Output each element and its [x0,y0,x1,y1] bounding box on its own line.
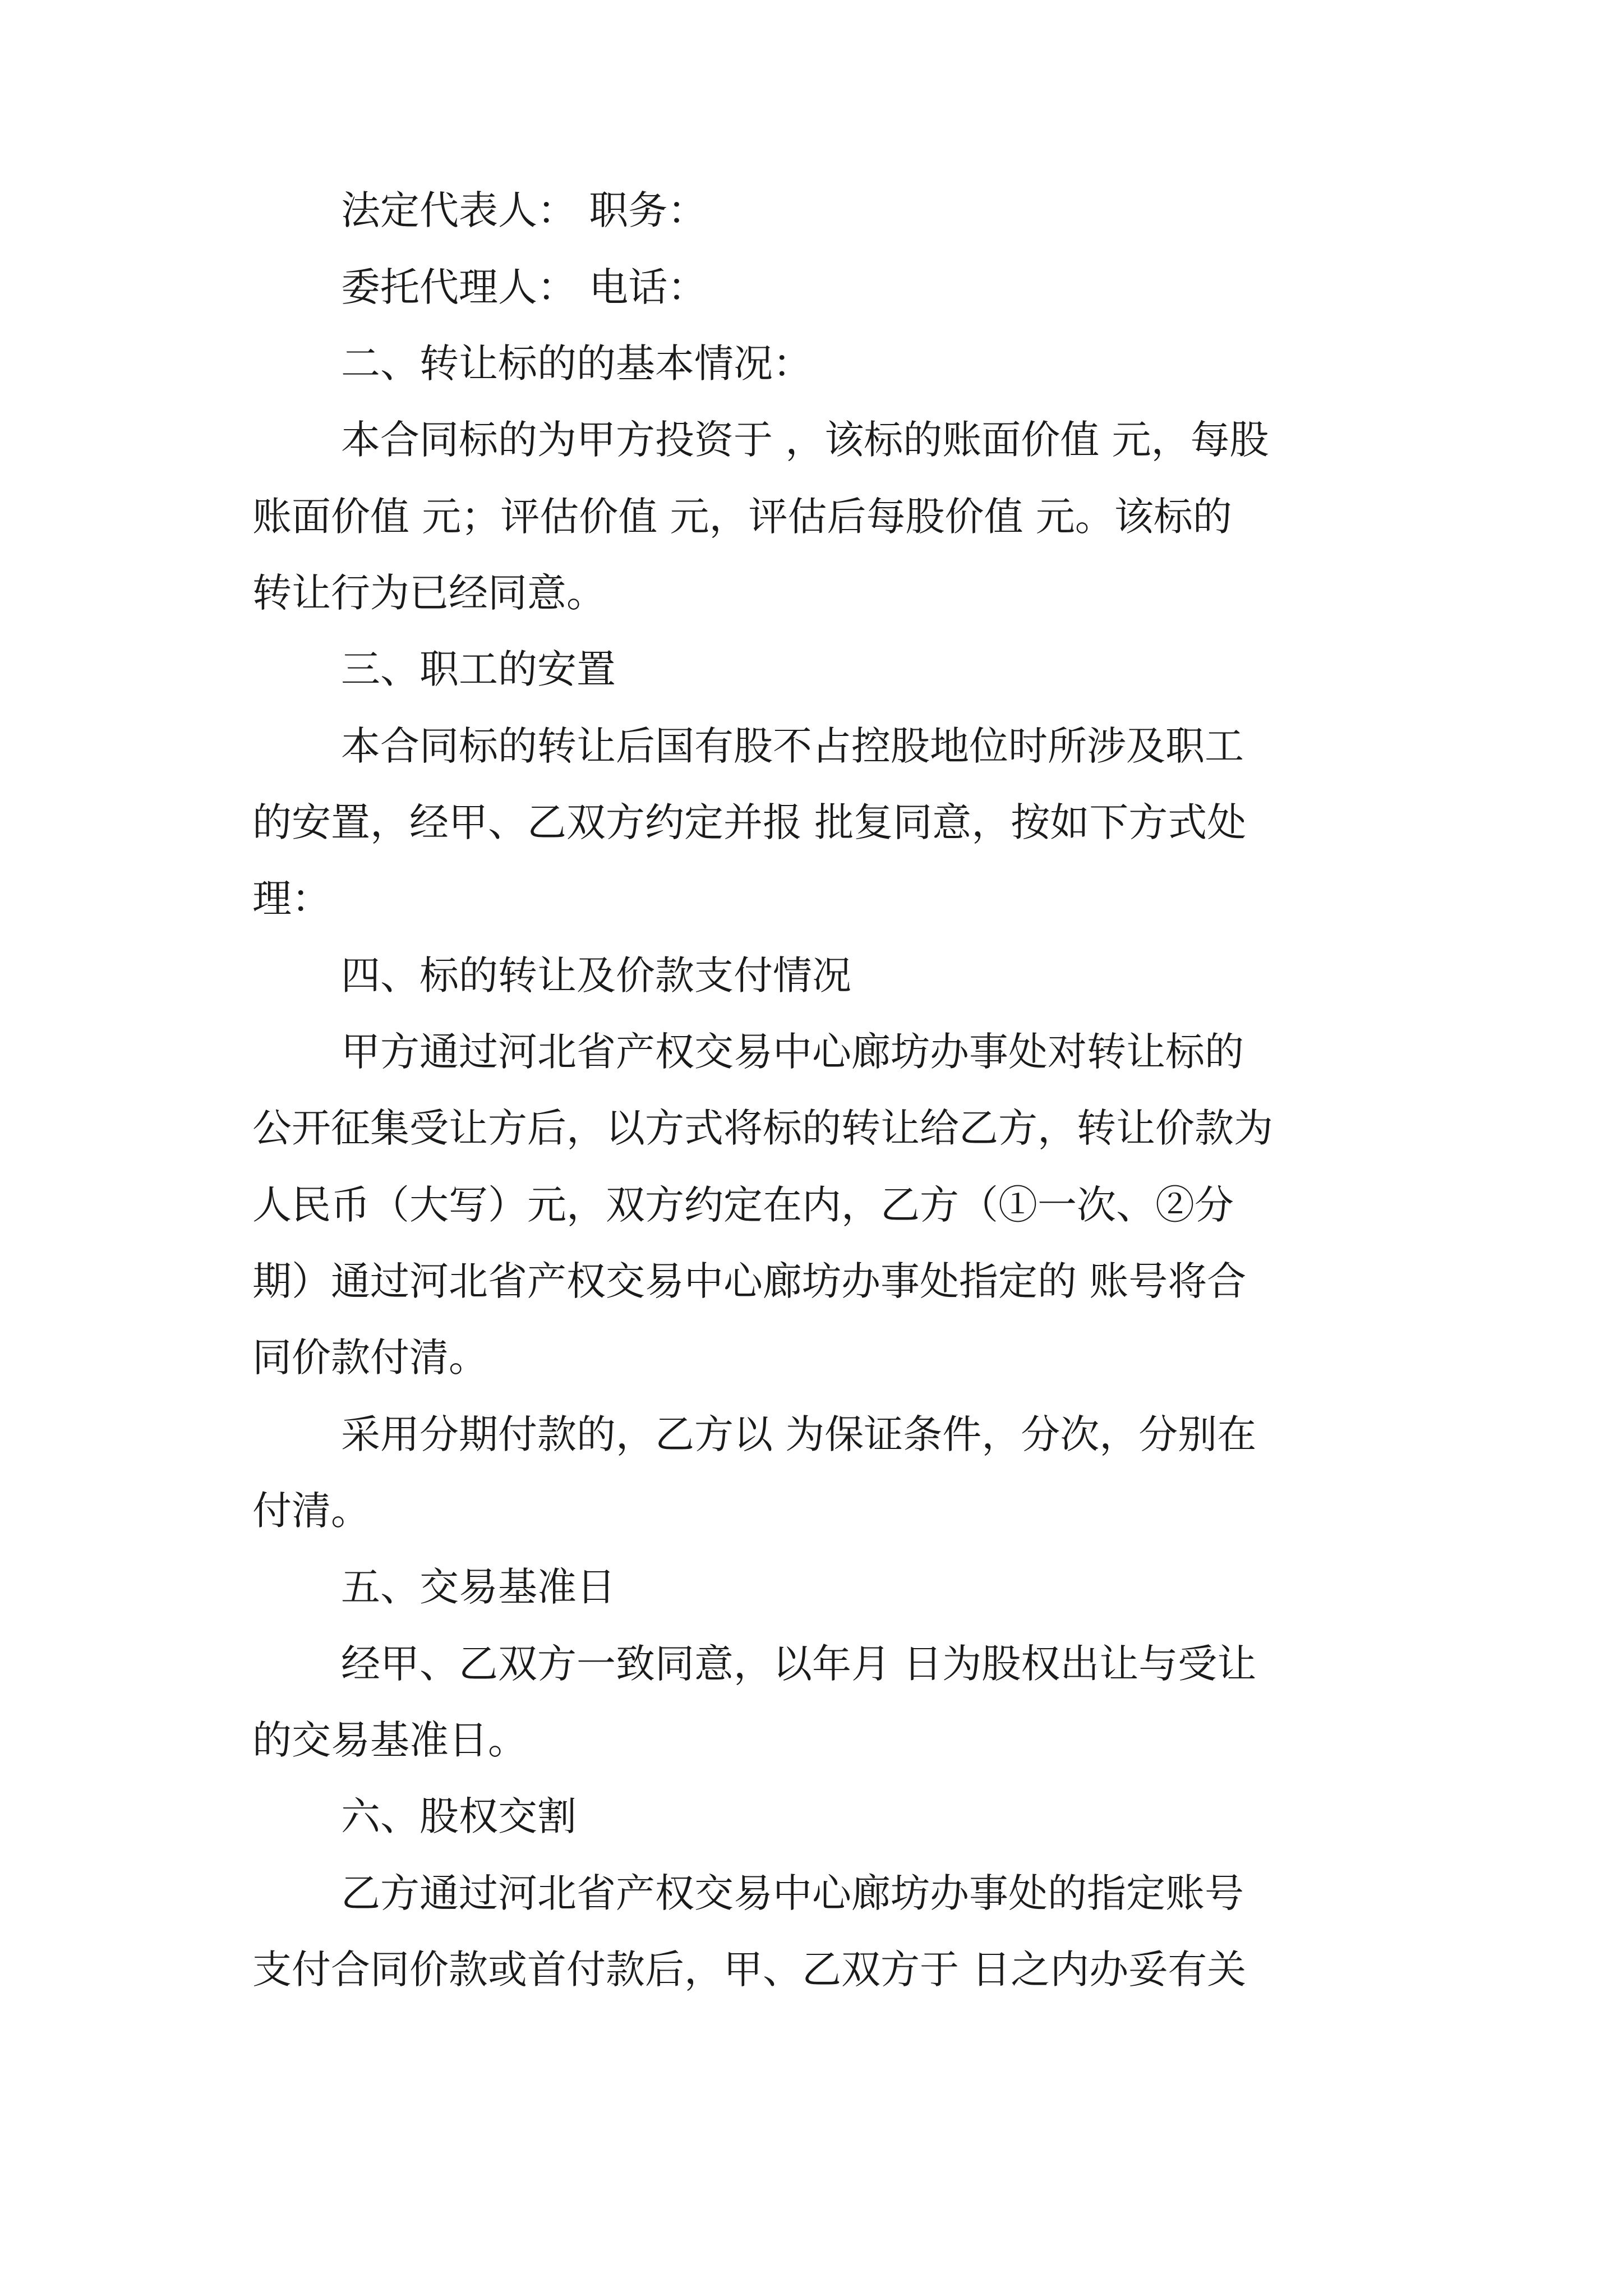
section-heading-3: 三、职工的安置 [341,646,616,692]
paragraph-line: 账面价值 元；评估价值 元，评估后每股价值 元。该标的 [252,494,1232,540]
section-heading-4: 四、标的转让及价款支付情况 [341,953,851,999]
paragraph-line: 乙方通过河北省产权交易中心廊坊办事处的指定账号 [341,1870,1244,1916]
authorized-agent-line: 委托代理人： 电话： [341,264,707,310]
section-heading-5: 五、交易基准日 [341,1564,616,1610]
paragraph-line: 付清。 [252,1488,370,1534]
section-heading-2: 二、转让标的的基本情况： [341,341,812,386]
paragraph-line: 人民币（大写）元，双方约定在内，乙方（①一次、②分 [252,1182,1234,1228]
paragraph-line: 甲方通过河北省产权交易中心廊坊办事处对转让标的 [341,1029,1244,1075]
paragraph-line: 经甲、乙双方一致同意，以年月 日为股权出让与受让 [341,1641,1257,1687]
legal-representative-line: 法定代表人： 职务： [341,187,707,233]
paragraph-line: 同价款付清。 [252,1335,488,1381]
paragraph-line: 转让行为已经同意。 [252,570,606,616]
paragraph-line: 的交易基准日。 [252,1717,527,1763]
paragraph-line: 公开征集受让方后，以方式将标的转让给乙方，转让价款为 [252,1105,1273,1151]
section-heading-6: 六、股权交割 [341,1793,577,1839]
paragraph-line: 期）通过河北省产权交易中心廊坊办事处指定的 账号将合 [252,1258,1247,1304]
paragraph-line: 本合同标的为甲方投资于 ，该标的账面价值 元，每股 [341,417,1269,463]
paragraph-line: 支付合同价款或首付款后，甲、乙双方于 日之内办妥有关 [252,1947,1247,1993]
paragraph-line: 的安置，经甲、乙双方约定并报 批复同意，按如下方式处 [252,799,1247,845]
paragraph-line: 理： [252,876,331,922]
paragraph-line: 采用分期付款的，乙方以 为保证条件，分次，分别在 [341,1411,1257,1457]
paragraph-line: 本合同标的转让后国有股不占控股地位时所涉及职工 [341,723,1244,769]
